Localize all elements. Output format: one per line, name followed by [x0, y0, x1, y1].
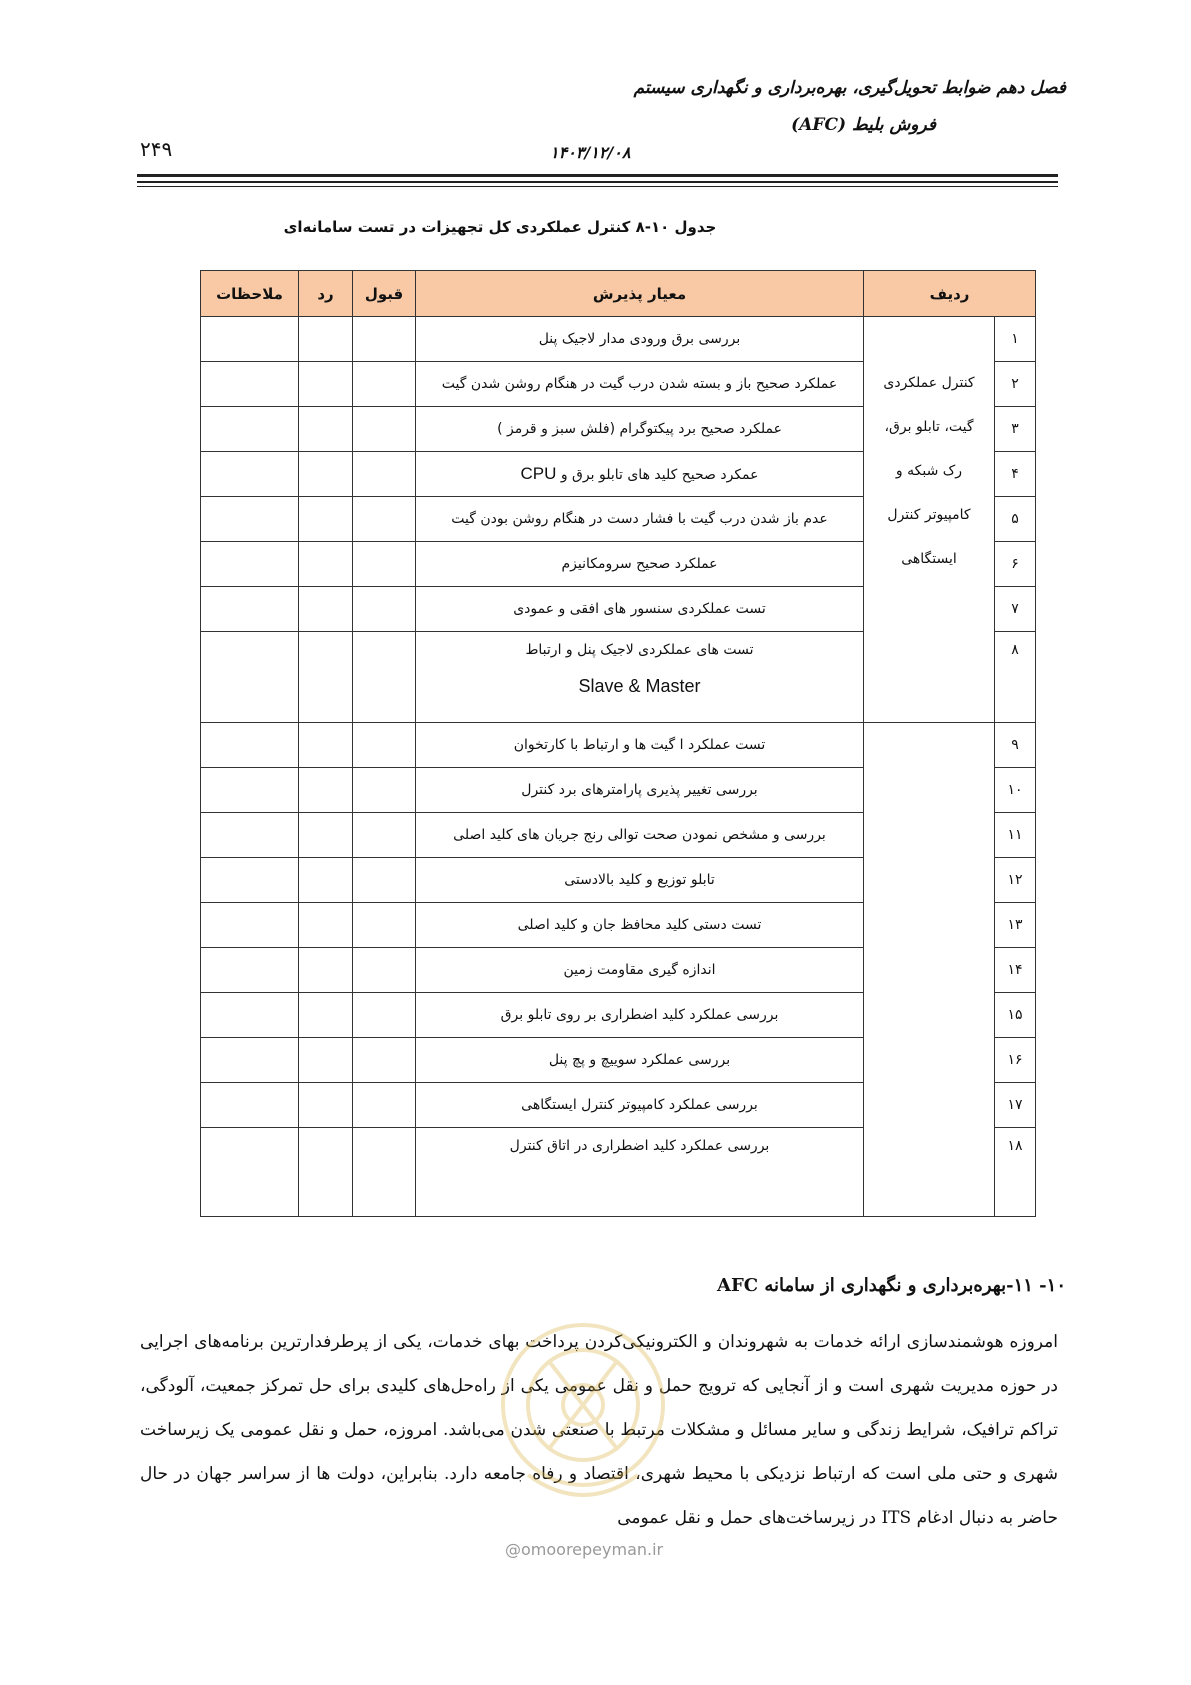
reject-cell — [299, 768, 353, 813]
accept-cell — [353, 317, 416, 362]
notes-cell — [201, 407, 299, 452]
row-number: ۱۳ — [995, 903, 1036, 948]
page-number: ۲۴۹ — [140, 137, 173, 161]
reject-cell — [299, 993, 353, 1038]
notes-cell — [201, 1083, 299, 1128]
accept-cell — [353, 362, 416, 407]
group-label-line: رک شبکه و — [895, 463, 963, 479]
accept-cell — [353, 768, 416, 813]
criteria-cell: بررسی تغییر پذیری پارامترهای برد کنترل — [416, 768, 864, 813]
group-label-line: گیت، تابلو برق، — [884, 419, 974, 435]
reject-cell — [299, 948, 353, 993]
criteria-latin-text: Slave & Master — [578, 676, 701, 696]
accept-cell — [353, 542, 416, 587]
row-number: ۱۶ — [995, 1038, 1036, 1083]
section-heading: ۱۰- ۱۱-بهره‌برداری و نگهداری از سامانه AFC — [717, 1275, 1066, 1296]
row-number: ۷ — [995, 587, 1036, 632]
header-notes: ملاحظات — [201, 271, 299, 317]
header-rule — [137, 174, 1058, 177]
accept-cell — [353, 723, 416, 768]
notes-cell — [201, 768, 299, 813]
row-number: ۱۸ — [995, 1128, 1036, 1217]
notes-cell — [201, 362, 299, 407]
header-rule — [137, 186, 1058, 187]
row-number: ۶ — [995, 542, 1036, 587]
reject-cell — [299, 407, 353, 452]
row-number: ۱۵ — [995, 993, 1036, 1038]
accept-cell — [353, 587, 416, 632]
criteria-cell: بررسی برق ورودی مدار لاجیک پنل — [416, 317, 864, 362]
notes-cell — [201, 948, 299, 993]
reject-cell — [299, 632, 353, 723]
notes-cell — [201, 452, 299, 497]
row-number: ۴ — [995, 452, 1036, 497]
document-date: ۱۴۰۳/۱۲/۰۸ — [550, 143, 631, 162]
reject-cell — [299, 723, 353, 768]
table-caption: جدول ۱۰-۸ کنترل عملکردی کل تجهیزات در تست سامانه‌ای — [283, 218, 717, 236]
criteria-cell: تست عملکرد ا گیت ها و ارتباط با کارتخوان — [416, 723, 864, 768]
criteria-cell: عملکرد صحیح برد پیکتوگرام (فلش سبز و قرمز ) — [416, 407, 864, 452]
reject-cell — [299, 1038, 353, 1083]
accept-cell — [353, 858, 416, 903]
watermark-logo-icon — [488, 1300, 678, 1530]
reject-cell — [299, 858, 353, 903]
notes-cell — [201, 813, 299, 858]
accept-cell — [353, 497, 416, 542]
reject-cell — [299, 813, 353, 858]
chapter-title-line2: فروش بلیط (AFC) — [791, 115, 936, 135]
criteria-cell: بررسی عملکرد سوییچ و پچ پنل — [416, 1038, 864, 1083]
row-number: ۱۴ — [995, 948, 1036, 993]
reject-cell — [299, 497, 353, 542]
header-accept: قبول — [353, 271, 416, 317]
accept-cell — [353, 452, 416, 497]
accept-cell — [353, 1083, 416, 1128]
criteria-cell: عملکرد صحیح سرومکانیزم — [416, 542, 864, 587]
group-label — [864, 317, 995, 723]
criteria-cell: بررسی عملکرد کلید اضطراری در اتاق کنترل — [416, 1128, 864, 1217]
accept-cell — [353, 993, 416, 1038]
accept-cell — [353, 903, 416, 948]
reject-cell — [299, 1083, 353, 1128]
row-number: ۳ — [995, 407, 1036, 452]
notes-cell — [201, 993, 299, 1038]
watermark-url: @omoorepeyman.ir — [505, 1540, 664, 1559]
acceptance-criteria-table — [200, 270, 1036, 1217]
header-reject: رد — [299, 271, 353, 317]
row-number: ۱۰ — [995, 768, 1036, 813]
criteria-cell: بررسی عملکرد کلید اضطراری بر روی تابلو برق — [416, 993, 864, 1038]
row-number: ۱۱ — [995, 813, 1036, 858]
notes-cell — [201, 587, 299, 632]
group-label-line: کامپیوتر کنترل — [887, 507, 971, 523]
notes-cell — [201, 317, 299, 362]
header-rule — [137, 181, 1058, 183]
notes-cell — [201, 1128, 299, 1217]
notes-cell — [201, 497, 299, 542]
criteria-latin-text: CPU — [520, 464, 557, 483]
body-paragraph: امروزه هوشمندسازی ارائه خدمات به شهروندان و الکترونیکی‌کردن پرداخت بهای خدمات، یکی از پرطرفدارترین برنامه‌های اجرایی در حوزه مدیریت شهری است و از آنجایی که ترویج حمل و نقل عمومی یکی از راه‌حل‌های کلیدی برای حل تمرکز جمعیت، آلودگی، تراکم ترافیک، شرایط زندگی و سایر مسائل و مشکلات مرتبط با صنعتی شدن می‌باشد. امروزه، حمل و نقل عمومی یک زیرساخت شهری و حتی ملی است که ارتباط نزدیکی با محیط شهری، اقتصاد و رفاه جامعه دارد. بنابراین، دولت ها از سراسر جهان در حال حاضر به دنبال ادغام ITS در زیرساخت‌های حمل و نقل عمومی — [140, 1332, 1058, 1528]
row-number: ۲ — [995, 362, 1036, 407]
reject-cell — [299, 542, 353, 587]
table-row — [201, 317, 1036, 362]
accept-cell — [353, 632, 416, 723]
accept-cell — [353, 813, 416, 858]
criteria-cell: بررسی و مشخص نمودن صحت توالی رنج جریان های کلید اصلی — [416, 813, 864, 858]
criteria-cell: عملکرد صحیح باز و بسته شدن درب گیت در هنگام روشن شدن گیت — [416, 362, 864, 407]
row-number: ۱۲ — [995, 858, 1036, 903]
table-row — [201, 723, 1036, 768]
accept-cell — [353, 948, 416, 993]
row-number: ۹ — [995, 723, 1036, 768]
criteria-cell: بررسی عملکرد کامپیوتر کنترل ایستگاهی — [416, 1083, 864, 1128]
reject-cell — [299, 317, 353, 362]
criteria-cell: تست دستی کلید محافظ جان و کلید اصلی — [416, 903, 864, 948]
criteria-cell — [416, 452, 864, 497]
accept-cell — [353, 407, 416, 452]
row-number: ۱ — [995, 317, 1036, 362]
notes-cell — [201, 632, 299, 723]
table-header-row — [201, 271, 1036, 317]
notes-cell — [201, 1038, 299, 1083]
reject-cell — [299, 452, 353, 497]
group-label-line: کنترل عملکردی — [883, 375, 975, 391]
reject-cell — [299, 1128, 353, 1217]
accept-cell — [353, 1038, 416, 1083]
group-label-line: ایستگاهی — [901, 551, 957, 567]
criteria-text: تست های عملکردی لاجیک پنل و ارتباط — [525, 642, 754, 658]
row-number: ۵ — [995, 497, 1036, 542]
header-row-number: ردیف — [864, 271, 1036, 317]
criteria-cell — [416, 632, 864, 723]
reject-cell — [299, 903, 353, 948]
row-number: ۸ — [995, 632, 1036, 723]
reject-cell — [299, 587, 353, 632]
row-number: ۱۷ — [995, 1083, 1036, 1128]
criteria-text: عمکرد صحیح کلید های تابلو برق و — [560, 467, 759, 483]
reject-cell — [299, 362, 353, 407]
accept-cell — [353, 1128, 416, 1217]
criteria-cell: عدم باز شدن درب گیت با فشار دست در هنگام روشن بودن گیت — [416, 497, 864, 542]
notes-cell — [201, 858, 299, 903]
header-criteria: معیار پذیرش — [416, 271, 864, 317]
notes-cell — [201, 903, 299, 948]
notes-cell — [201, 723, 299, 768]
criteria-cell: اندازه گیری مقاومت زمین — [416, 948, 864, 993]
group-empty-cell — [864, 723, 995, 1217]
criteria-cell: تست عملکردی سنسور های افقی و عمودی — [416, 587, 864, 632]
notes-cell — [201, 542, 299, 587]
chapter-title: فصل دهم ضوابط تحویل‌گیری، بهره‌برداری و نگهداری سیستم — [633, 78, 1066, 98]
criteria-cell: تابلو توزیع و کلید بالادستی — [416, 858, 864, 903]
